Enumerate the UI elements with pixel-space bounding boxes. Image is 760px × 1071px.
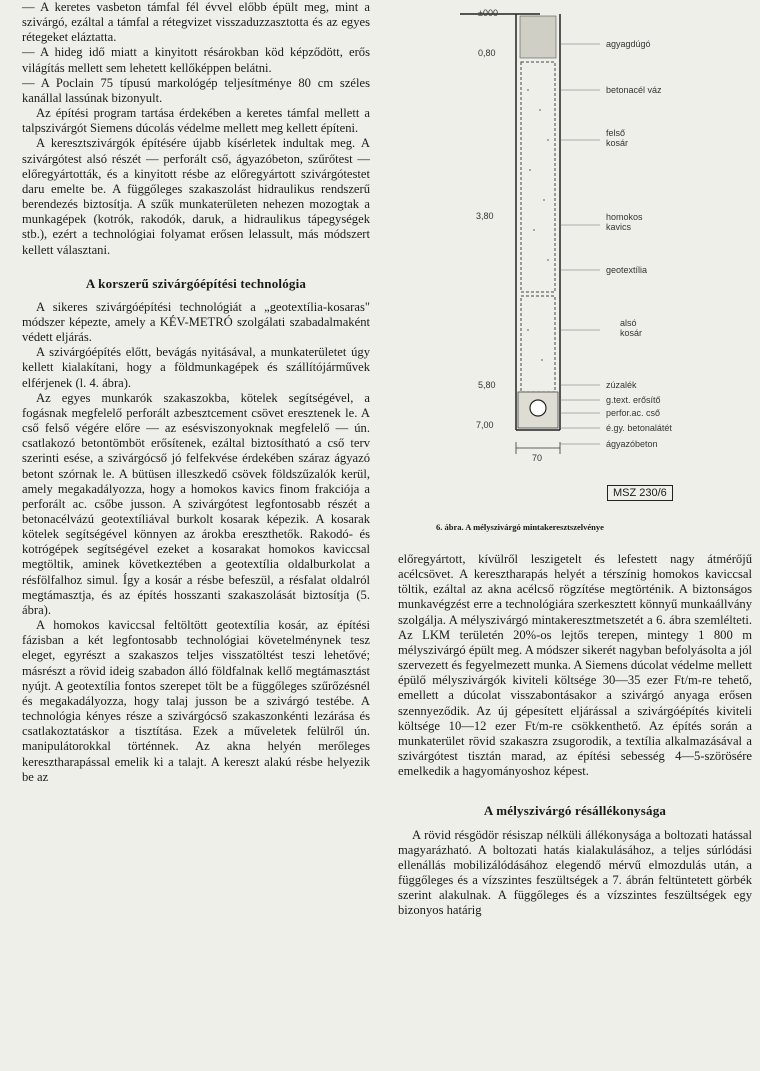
bullet-3: — A Poclain 75 típusú markológép teljesítménye 80 cm széles kanállal lassúnak bizonyult. xyxy=(22,75,370,105)
bullet-2: — A hideg idő miatt a kinyitott résárokban köd képződött, erős világítás mellett sem lehetett kellőképpen belátni. xyxy=(22,45,370,75)
label-geotextile: geotextília xyxy=(606,265,648,275)
label-bedding-concrete: ágyazóbeton xyxy=(606,439,658,449)
left-column xyxy=(22,0,370,785)
level-2: 3,80 xyxy=(476,211,494,221)
label-concrete-base: é.gy. betonalátét xyxy=(606,423,672,433)
level-3: 5,80 xyxy=(478,380,496,390)
label-crushed-stone: zúzalék xyxy=(606,380,637,390)
label-geotextile-reinforcement: g.text. erősítő xyxy=(606,395,661,405)
level-1: 0,80 xyxy=(478,48,496,58)
standard-stamp: MSZ 230/6 xyxy=(607,485,673,501)
label-upper-basket: felső kosár xyxy=(606,128,629,148)
paragraph: A sikeres szivárgóépítési technológiát a „geotextília-kosaras" módszer képezte, amely a KÉV-METRÓ szolgálati szabadalmaként védett eljárás. xyxy=(22,299,370,345)
label-clay-plug: agyagdúgó xyxy=(606,39,651,49)
paragraph: Az egyes munkarók szakaszokba, kötelek segítségével, a fogásnak megfelelő perforált azbesztcement csövet eresztenek le. A cső felső végére előre — az esésviszonyoknak megfelelő — ún. csatlakozó betontömböt erősítenek, ezáltal biztosítható a cső terv szerinti esése, a szivárgócső jó felfekvése érdekében száraz ágyazó betont szórnak le. A bütüsen illeszkedő csövek földszűzalók kerül, amely megakadályozza, hogy a homokos kavics finom frakciója a perforált ac. csőbe jusson. A szivárgótest legfontosabb részét a betonacélvázú geotextíliával burkolt kosarak képezik. A kosarak kötelek segítségével könnyen az árokba ereszthetők. Rakodó- és kotrógépek segítségével ezeket a kosarakat homokos kaviccsal megtöltik, aminek következtében a geotextília oldalburkolat a résfölfalhoz simul. Így a kosár a résbe befeszül, a résfalat oldalról megtámasztja, és az építés hosszanti szakaszolását biztosítja (5. ábra). xyxy=(22,390,370,617)
paragraph: A keresztszivárgók építésére újabb kísérletek indultak meg. A szivárgótest alsó részét — perforált cső, ágyazóbeton, szűrőtest — előregyártották, és a kinyitott résbe az előregyártott szivárgótestet daru emelte be. A függőleges szakaszolást hidraulikus rendszerű berendezés biztosítja. A szűk munkaterületen nehezen mozogtak a munkagépek (kotrók, rakodók, daruk, a hidraulikus tápegységek stb.), ezért a technológiai folyamat erősen lelassult, más módszert kellett választani. xyxy=(22,136,370,257)
bullet-1: — A keretes vasbeton támfal fél évvel előbb épült meg, mint a szivárgó, ezáltal a támfal a rétegvizet visszaduzzasztotta és az egyes rétegeket eláztatta. xyxy=(22,0,370,45)
label-lower-basket: alsó kosár xyxy=(620,318,643,338)
paragraph: Az építési program tartása érdekében a keretes támfal mellett a talpszivárgót Siemens dúcolás védelme mellett meg kellett építeni. xyxy=(22,106,370,136)
paragraph: előregyártott, kívülről leszigetelt és lefestett nagy átmérőjű acélcsövet. A keresztharapás helyét a térszínig homokos kaviccsal töltik, ezáltal az akna acélcső rögzítése megtörténik. A biztonságos munkavégzést erre a technológiára szerkesztett könnyű munkaállvány szolgálja. A mélyszivárgó mintakeresztmetszetét a 6. ábra szemlélteti. Az LKM területén 20%-os lejtős terepen, mintegy 1 800 m mélyszivárgó épült meg. A módszer sikerét nagyban befolyásolta a jól szervezett és fegyelmezett munka. A Siemens dúcolat védelme mellett épülő mélyszivárgók kiviteli költsége 30—35 ezer Ft/m-re tehető, emellett a dúcolat visszabontásakor a szivárgó anyaga erősen szennyeződik. Az új gépesített eljárással a szivárgóépítés kiviteli költsége 10—12 ezer Ft/m-re csökkenthető. Az építés során a munkaterület rövid szakaszra zsugorodik, a textília alkalmazásával a szivárgótest tisztán marad, az építési sebesség 4—5-szörösére emelkedik a hagyományoshoz képest. xyxy=(398,552,752,779)
drain-cross-section-figure xyxy=(420,0,740,540)
cross-section-drawing xyxy=(420,0,740,520)
figure-caption: 6. ábra. A mélyszivárgó mintakeresztszelvénye xyxy=(436,522,604,532)
label-sandy-gravel: homokos kavics xyxy=(606,212,643,232)
label-steel-frame: betonacél váz xyxy=(606,85,662,95)
section-heading: A mélyszivárgó résállékonysága xyxy=(483,803,667,819)
section-heading: A korszerű szivárgóépítési technológia xyxy=(85,275,307,291)
label-perforated-pipe: perfor.ac. cső xyxy=(606,408,661,418)
level-4: 7,00 xyxy=(476,420,494,430)
level-0: ±000 xyxy=(478,8,498,18)
paragraph: A szivárgóépítés előtt, bevágás nyitásával, a munkaterületet úgy kellett kialakítani, hogy a földmunkagépek és szállítójárművek elférjenek (l. 4. ábra). xyxy=(22,345,370,390)
paragraph: A homokos kaviccsal feltöltött geotextília kosár, az építési fázisban a két legfontosabb technológiai követelménynek tesz eleget, egyrészt a szakaszos teljes visszatöltést teszi lehetővé; másrészt a rövid ideig szabadon álló földfalnak kellő megtámasztást nyújt. A geotextília fontos szerepet tölt be a függőleges szűrőzésnél és megakadályozza, hogy talaj jusson be a szivárgó testébe. A technológia kényes része a szivárgócső szakaszonkénti lezárása és csatlakoztatáskor a tisztítása. Ezek a műveletek felülről ún. manipulátorokkal történnek. Az akna helyén merőleges keresztharapással emelik ki a talajt. A kereszt alakú résbe helyezik be az xyxy=(22,618,370,784)
paragraph: A rövid résgödör résiszap nélküli állékonysága a boltozati hatással magyarázható. A boltozati hatás kialakulásához, a teljes súrlódási ellenállás mobilizálódásához elegendő mérvű elmozdulás után, a függőleges és a vízszintes feszültségek a 7. ábrán feltüntetett görbék szerint alakulnak. A függőleges és a vízszintes feszültségek egy bizonyos határig xyxy=(398,827,752,918)
right-column xyxy=(398,552,752,918)
dimension-label: 70 xyxy=(532,453,543,463)
